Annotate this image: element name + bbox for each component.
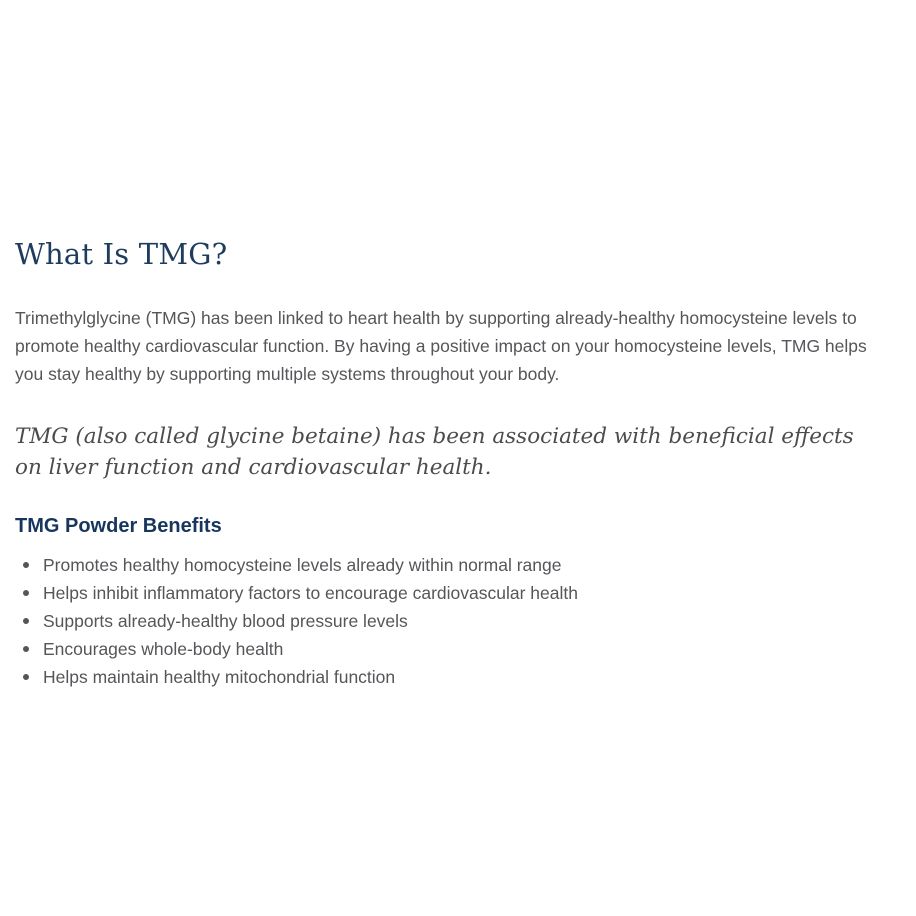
list-item-text: Promotes healthy homocysteine levels already within normal range	[43, 555, 562, 576]
list-item-text: Encourages whole-body health	[43, 639, 284, 660]
list-item	[21, 635, 885, 663]
list-item	[21, 551, 885, 579]
benefits-list	[15, 551, 885, 691]
page-title: What Is TMG?	[15, 237, 228, 271]
list-item-text: Helps maintain healthy mitochondrial function	[43, 667, 396, 688]
bullet-icon	[23, 590, 29, 596]
bullet-icon	[23, 674, 29, 680]
quote-paragraph: TMG (also called glycine betaine) has been associated with beneficial effects on liver function and cardiovascular health.	[15, 424, 854, 481]
benefits-heading: TMG Powder Benefits	[15, 515, 222, 538]
bullet-icon	[23, 646, 29, 652]
intro-paragraph: Trimethylglycine (TMG) has been linked to heart health by supporting already-healthy homocysteine levels to promote healthy cardiovascular function. By having a positive impact on your homocysteine levels, TMG helps you stay healthy by supporting multiple systems throughout your body.	[15, 308, 867, 385]
list-item	[21, 607, 885, 635]
list-item-text: Helps inhibit inflammatory factors to encourage cardiovascular health	[43, 583, 578, 604]
bullet-icon	[23, 562, 29, 568]
list-item	[21, 663, 885, 691]
list-item-text: Supports already-healthy blood pressure levels	[43, 611, 408, 632]
list-item	[21, 579, 885, 607]
bullet-icon	[23, 618, 29, 624]
